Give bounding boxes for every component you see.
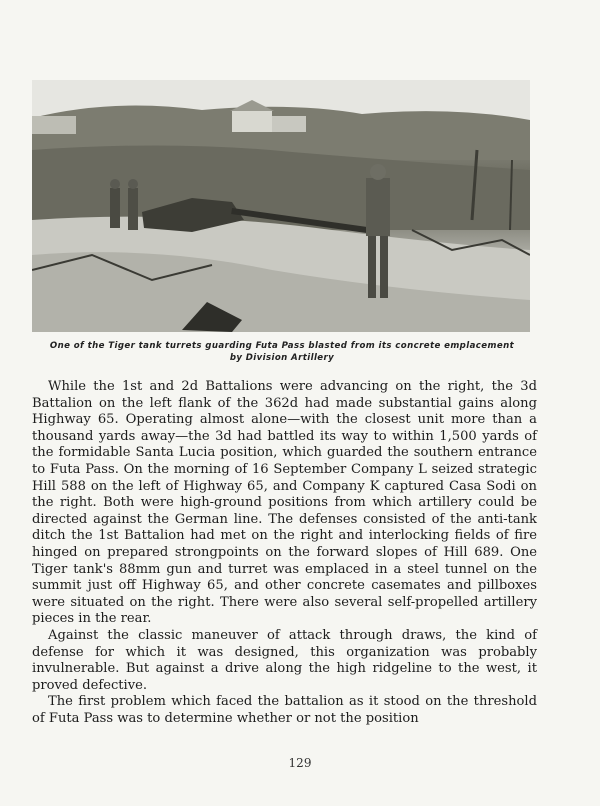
paragraph: Against the classic maneuver of attack through draws, the kind of defense for which it was designed, this organization was probably invulnerable. But against a drive along the high ridgeline to the west, it proved defective.	[32, 627, 537, 693]
paragraph: While the 1st and 2d Battalions were advancing on the right, the 3d Battalion on the left flank of the 362d had made substantial gains along Highway 65. Operating almost alone—with the closest unit more than a thousand yards away—the 3d had battled its way to within 1,500 yards of the formidable Santa Lucia position, which guarded the southern entrance to Futa Pass. On the morning of 16 September Company L seized strategic Hill 588 on the left of Highway 65, and Company K captured Casa Sodi on the right. Both were high-ground positions from which artillery could be directed against the German line. The defenses consisted of the anti-tank ditch the 1st Battalion had met on the right and interlocking fields of fire hinged on prepared strongpoints on the forward slopes of Hill 689. One Tiger tank's 88mm gun and turret was emplaced in a steel tunnel on the summit just off Highway 65, and other concrete casemates and pillboxes were situated on the right. There were also several self-propelled artillery pieces in the rear.	[32, 379, 537, 627]
battlefield-photo-icon	[32, 80, 530, 332]
body-text	[32, 379, 537, 727]
page-number: 129	[288, 756, 312, 770]
photo-caption	[30, 340, 534, 364]
caption-line-1: One of the Tiger tank turrets guarding Futa Pass blasted from its concrete emplacement	[49, 341, 515, 351]
caption-line-2: by Division Artillery	[229, 353, 335, 363]
battlefield-photo	[32, 80, 530, 332]
paragraph: The first problem which faced the battalion as it stood on the threshold of Futa Pass was to determine whether or not the position	[32, 694, 537, 726]
